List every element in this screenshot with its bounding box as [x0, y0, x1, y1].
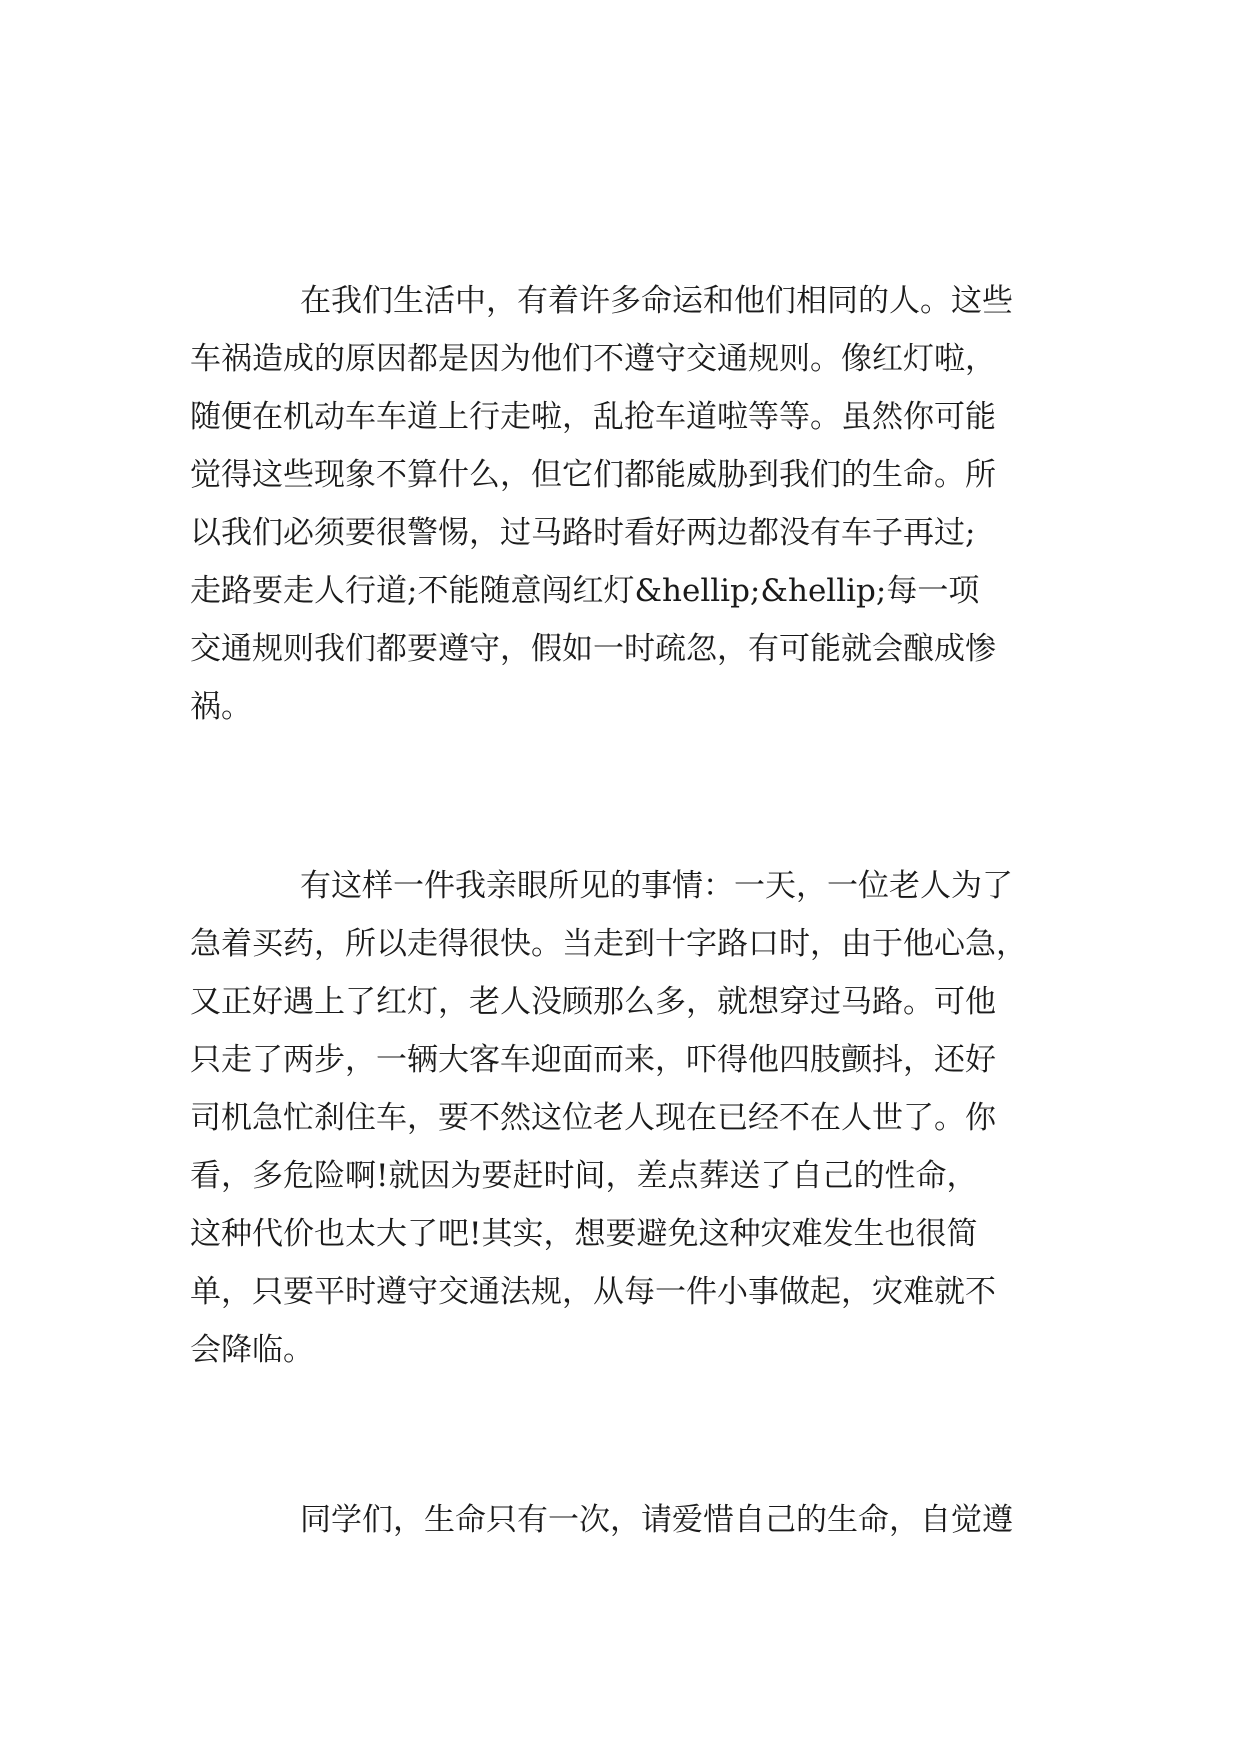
paragraph-line: 单，只要平时遵守交通法规，从每一件小事做起，灾难就不 — [190, 1274, 996, 1310]
paragraph-line: 随便在机动车车道上行走啦，乱抢车道啦等等。虽然你可能 — [190, 399, 996, 435]
paragraph-old-man-story — [190, 857, 1050, 1379]
paragraph-line: 这种代价也太大了吧!其实，想要避免这种灾难发生也很简 — [190, 1216, 978, 1252]
paragraph-line: 车祸造成的原因都是因为他们不遵守交通规则。像红灯啦， — [190, 341, 996, 377]
paragraph-line: 同学们，生命只有一次，请爱惜自己的生命，自觉遵 — [300, 1502, 1013, 1538]
paragraph-line: 会降临。 — [190, 1332, 314, 1368]
paragraph-line: 走路要走人行道;不能随意闯红灯&hellip;&hellip;每一项 — [190, 573, 980, 609]
paragraph-traffic-rules — [190, 272, 1050, 736]
paragraph-line: 急着买药，所以走得很快。当走到十字路口时，由于他心急， — [190, 926, 1027, 962]
paragraph-line: 祸。 — [190, 689, 252, 725]
paragraph-line: 看，多危险啊!就因为要赶时间，差点葬送了自己的性命， — [190, 1158, 978, 1194]
paragraph-closing — [190, 1491, 1050, 1549]
paragraph-line: 交通规则我们都要遵守，假如一时疏忽，有可能就会酿成惨 — [190, 631, 996, 667]
paragraph-line: 在我们生活中，有着许多命运和他们相同的人。这些 — [300, 283, 1013, 319]
paragraph-line: 只走了两步，一辆大客车迎面而来，吓得他四肢颤抖，还好 — [190, 1042, 996, 1078]
paragraph-line: 又正好遇上了红灯，老人没顾那么多，就想穿过马路。可他 — [190, 984, 996, 1020]
paragraph-line: 以我们必须要很警惕，过马路时看好两边都没有车子再过; — [190, 515, 976, 551]
paragraph-line: 有这样一件我亲眼所见的事情：一天，一位老人为了 — [300, 868, 1013, 904]
paragraph-line: 司机急忙刹住车，要不然这位老人现在已经不在人世了。你 — [190, 1100, 996, 1136]
paragraph-line: 觉得这些现象不算什么，但它们都能威胁到我们的生命。所 — [190, 457, 996, 493]
